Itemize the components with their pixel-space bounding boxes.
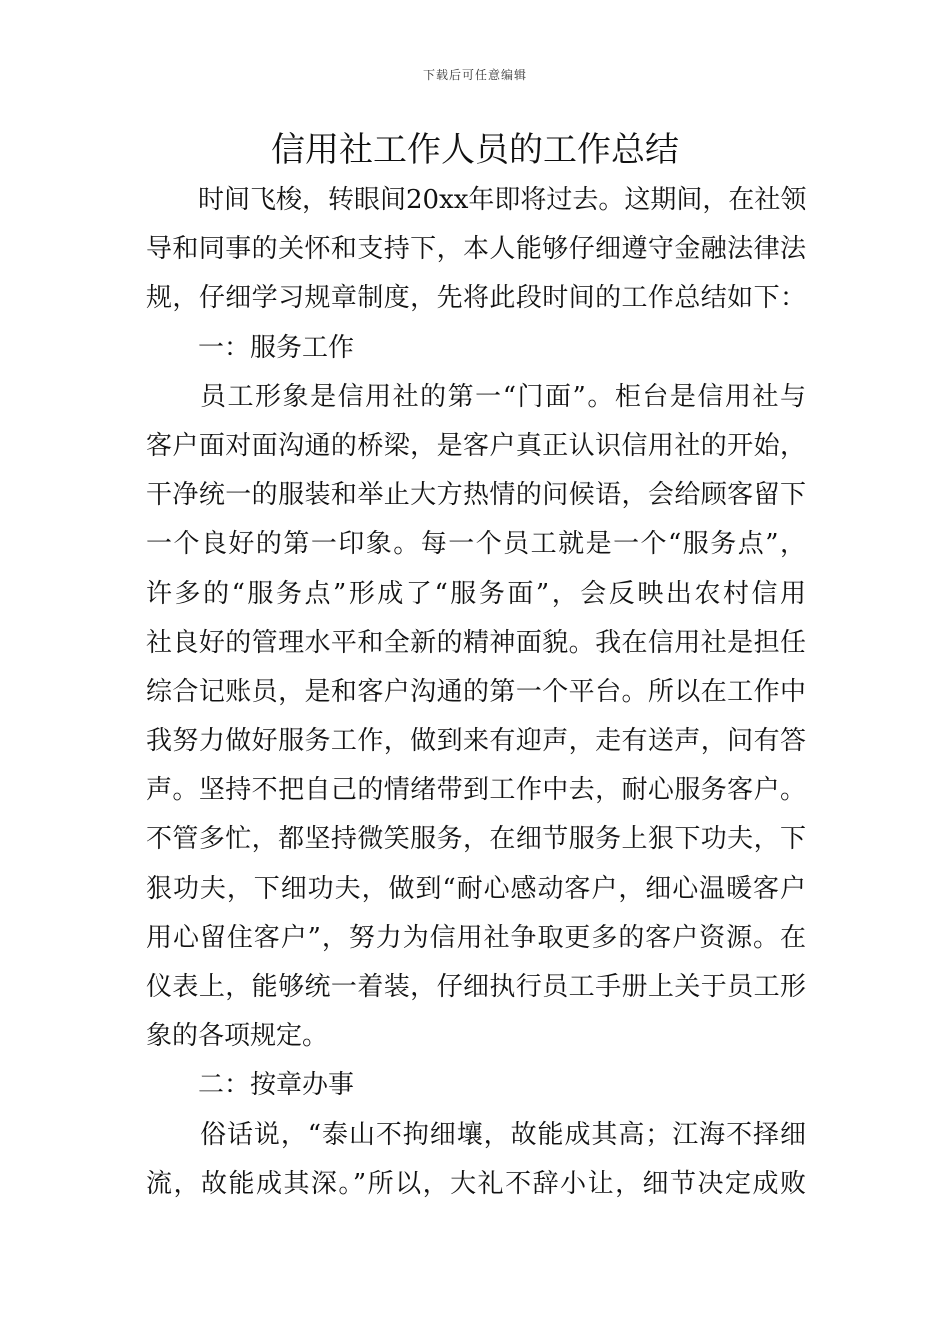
paragraph-line: 狠功夫，下细功夫，做到“耐心感动客户，细心温暖客户 [146,873,806,904]
header-note: 下载后可任意编辑 [422,68,527,82]
paragraph-line: 规，仔细学习规章制度，先将此段时间的工作总结如下： [146,283,806,314]
paragraph-line: 客户面对面沟通的桥梁，是客户真正认识信用社的开始， [146,430,806,461]
document-title: 信用社工作人员的工作总结 [271,130,679,170]
paragraph-line: 综合记账员，是和客户沟通的第一个平台。所以在工作中 [146,676,806,707]
paragraph-line: 流，故能成其深。”所以，大礼不辞小让，细节决定成败 [146,1168,806,1199]
paragraph-line: 仪表上，能够统一着装，仔细执行员工手册上关于员工形 [146,972,806,1002]
paragraph-line: 许多的“服务点”形成了“服务面”，会反映出农村信用 [146,578,806,609]
paragraph-line: 俗话说，“泰山不拘细壤，故能成其高；江海不择细 [200,1119,806,1150]
section-heading: 二：按章办事 [198,1070,355,1101]
paragraph-line: 一个良好的第一印象。每一个员工就是一个“服务点”， [146,529,806,560]
paragraph-line: 不管多忙，都坚持微笑服务，在细节服务上狠下功夫，下 [146,824,806,855]
paragraph-line: 用心留住客户”，努力为信用社争取更多的客户资源。在 [146,922,806,953]
paragraph-line: 干净统一的服装和举止大方热情的问候语，会给顾客留下 [146,480,806,511]
paragraph-line: 员工形象是信用社的第一“门面”。柜台是信用社与 [200,381,806,412]
document-body [146,176,806,1209]
paragraph-line: 声。坚持不把自己的情绪带到工作中去，耐心服务客户。 [146,775,806,806]
section-heading: 一：服务工作 [198,332,355,363]
paragraph-line: 时间飞梭，转眼间20xx年即将过去。这期间，在社领 [198,185,807,215]
paragraph-line: 社良好的管理水平和全新的精神面貌。我在信用社是担任 [146,627,806,658]
paragraph-line: 象的各项规定。 [146,1021,329,1052]
paragraph-line: 导和同事的关怀和支持下，本人能够仔细遵守金融法律法 [146,234,806,265]
paragraph-line: 我努力做好服务工作，做到来有迎声，走有送声，问有答 [146,726,806,757]
